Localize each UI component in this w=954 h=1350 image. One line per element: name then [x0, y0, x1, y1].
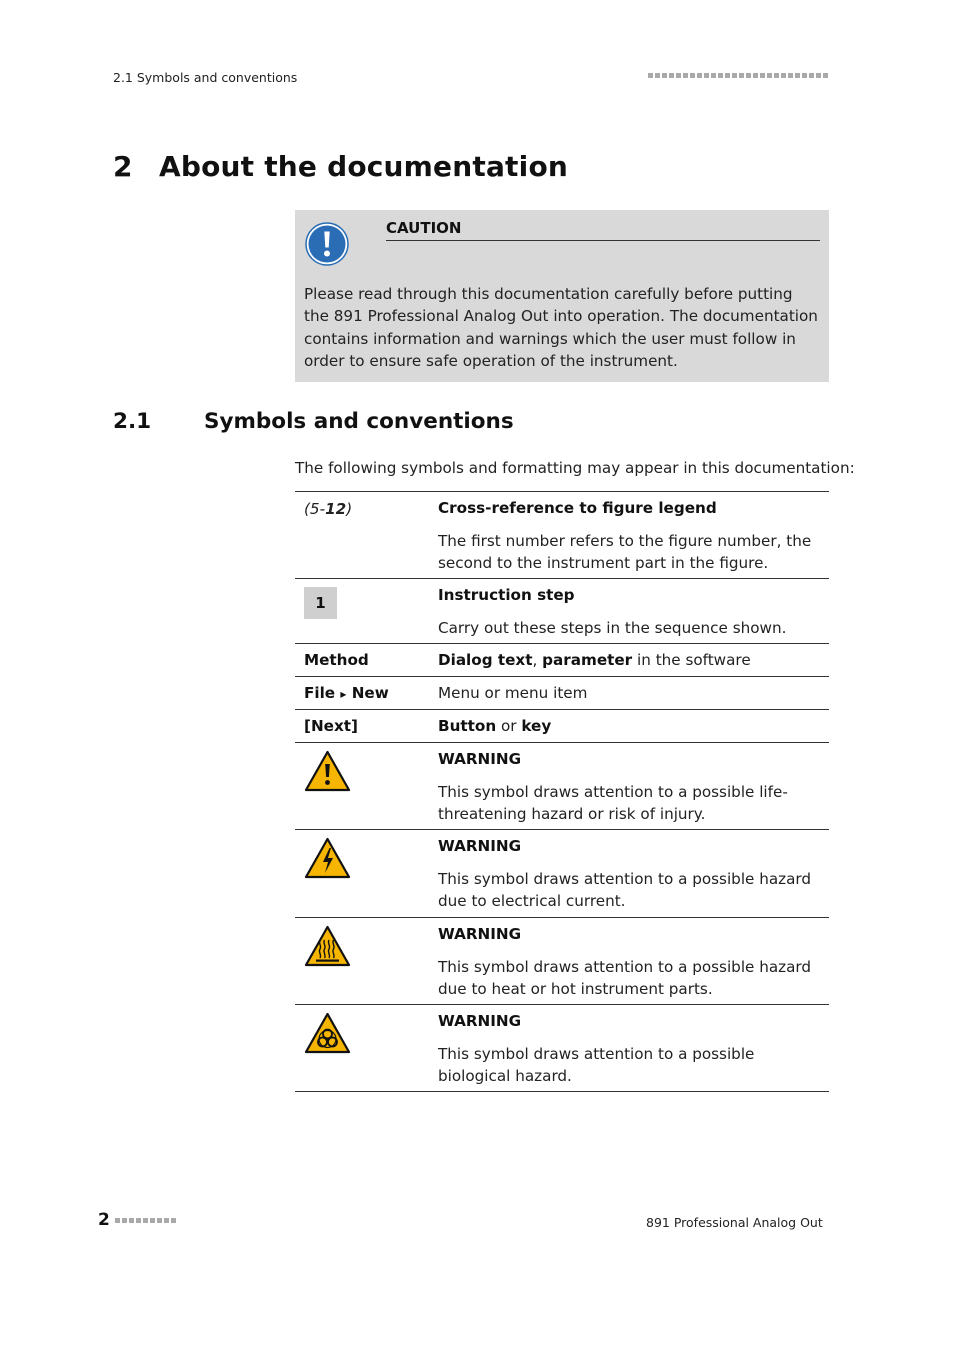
warning-cell: [438, 835, 822, 913]
warning-cell: [438, 923, 822, 1001]
crossref-symbol: (5-12): [304, 500, 353, 518]
chapter-number: 2: [113, 150, 133, 183]
warning-title: WARNING: [438, 750, 522, 768]
hot-surface-icon: [304, 925, 351, 967]
section-title-text: Symbols and conventions: [204, 409, 514, 434]
chapter-title: [113, 150, 568, 183]
warning-title: WARNING: [438, 925, 522, 943]
warning-desc: This symbol draws attention to a possible life-threatening hazard or risk of injury.: [438, 782, 788, 824]
method-symbol: Method: [304, 651, 369, 669]
warning-title: WARNING: [438, 837, 522, 855]
table-row-step: [295, 579, 829, 644]
section-intro: The following symbols and formatting may appear in this documentation:: [295, 459, 855, 477]
warning-cell: [438, 748, 822, 826]
method-desc: Dialog text, parameter in the software: [438, 651, 751, 669]
page-number: 2: [98, 1210, 110, 1230]
caution-box: [295, 210, 829, 382]
footer-product: 891 Professional Analog Out: [646, 1215, 823, 1230]
running-header: 2.1 Symbols and conventions: [113, 70, 298, 85]
menu-symbol: File ▸ New: [304, 684, 389, 702]
warning-title: WARNING: [438, 1012, 522, 1030]
table-row-menu: [295, 677, 829, 710]
step-cell: [438, 584, 822, 639]
crossref-desc: The first number refers to the figure number, the second to the instrument part in the figure.: [438, 531, 812, 573]
menu-arrow-icon: ▸: [340, 687, 347, 701]
table-row-warning-electrical: [295, 830, 829, 918]
step-title: Instruction step: [438, 586, 575, 604]
header-decoration: [648, 73, 828, 78]
button-symbol: [Next]: [304, 717, 358, 735]
warning-cell: [438, 1010, 822, 1088]
symbols-table: [295, 491, 829, 1092]
warning-desc: This symbol draws attention to a possible hazard due to electrical current.: [438, 869, 812, 911]
general-warning-icon: [304, 750, 351, 792]
chapter-title-text: About the documentation: [159, 150, 569, 183]
step-number-box: 1: [304, 587, 337, 619]
biohazard-icon: [304, 1012, 351, 1054]
table-row-warning-heat: [295, 918, 829, 1005]
table-row-warning-general: [295, 743, 829, 830]
caution-text: Please read through this documentation carefully before putting the 891 Professional Analog Out into operation. The documentation contains information and warnings which the user must follow in order to ensure safe operation of the instrument.: [304, 285, 818, 371]
caution-title: CAUTION: [386, 219, 820, 241]
exclamation-circle-icon: [305, 222, 349, 266]
button-desc: Button or key: [438, 717, 552, 735]
warning-desc: This symbol draws attention to a possible biological hazard.: [438, 1044, 755, 1086]
section-number: 2.1: [113, 409, 152, 434]
crossref-cell: [438, 497, 822, 575]
warning-desc: This symbol draws attention to a possible hazard due to heat or hot instrument parts.: [438, 957, 812, 999]
section-title: [113, 409, 514, 434]
footer-decoration: [115, 1218, 176, 1223]
step-desc: Carry out these steps in the sequence shown.: [438, 618, 787, 637]
menu-desc: Menu or menu item: [438, 684, 588, 702]
electrical-hazard-icon: [304, 837, 351, 879]
table-row-button: [295, 710, 829, 743]
table-row-method: [295, 644, 829, 677]
table-row-warning-bio: [295, 1005, 829, 1092]
crossref-title: Cross-reference to figure legend: [438, 499, 717, 517]
table-row-crossref: [295, 492, 829, 579]
